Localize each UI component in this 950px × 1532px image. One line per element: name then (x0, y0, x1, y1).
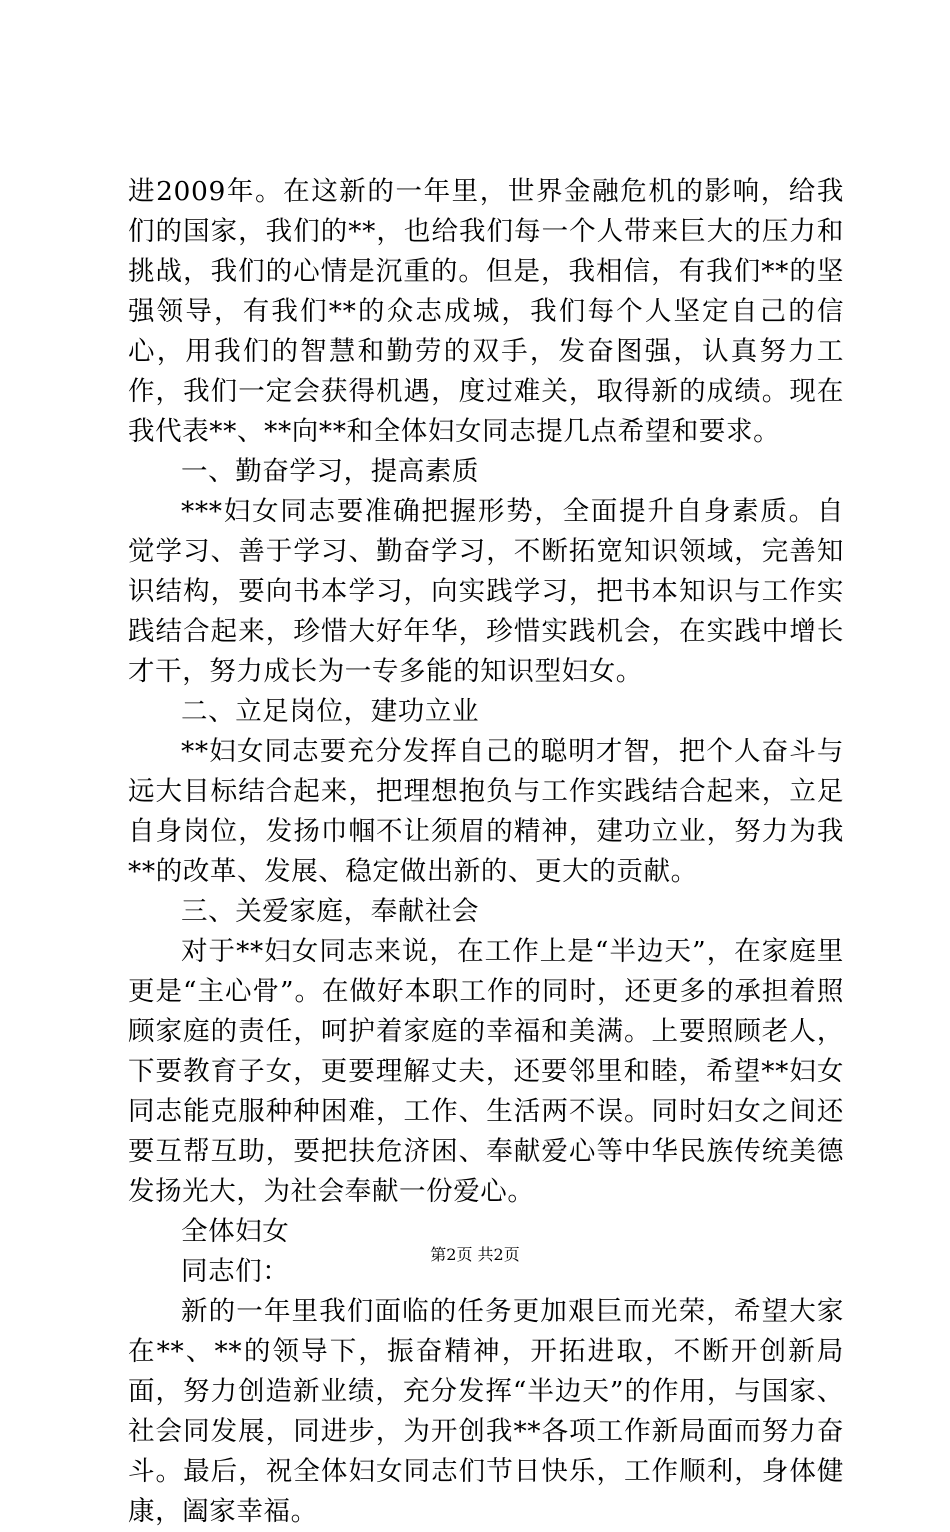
salutation-women: 全体妇女 (181, 1216, 290, 1247)
document-body (128, 172, 844, 1532)
section-heading-post: 二、立足岗位，建功立业 (181, 696, 480, 727)
section-heading-family: 三、关爱家庭，奉献社会 (181, 896, 480, 927)
section-paragraph-study: ***妇女同志要准确把握形势，全面提升自身素质。自觉学习、善于学习、勤奋学习，不断拓宽知识领域，完善知识结构，要向书本学习，向实践学习，把书本知识与工作实践结合起来，珍惜大好年华，珍惜实践机会，在实践中增长才干，努力成长为一专多能的知识型妇女。 (128, 496, 844, 687)
page-number-footer: 第2页 共2页 (430, 1245, 520, 1264)
intro-paragraph: 进2009年。在这新的一年里，世界金融危机的影响，给我们的国家，我们的**，也给我们每一个人带来巨大的压力和挑战，我们的心情是沉重的。但是，我相信，有我们**的坚强领导，有我们**的众志成城，我们每个人坚定自己的信心，用我们的智慧和勤劳的双手，发奋图强，认真努力工作，我们一定会获得机遇，度过难关，取得新的成绩。现在我代表**、**向**和全体妇女同志提几点希望和要求。 (128, 176, 844, 447)
section-paragraph-post: **妇女同志要充分发挥自己的聪明才智，把个人奋斗与远大目标结合起来，把理想抱负与工作实践结合起来，立足自身岗位，发扬巾帼不让须眉的精神，建功立业，努力为我**的改革、发展、稳定做出新的、更大的贡献。 (128, 736, 844, 887)
section-heading-study: 一、勤奋学习，提高素质 (181, 456, 480, 487)
salutation-comrades: 同志们： (181, 1256, 290, 1287)
closing-paragraph: 新的一年里我们面临的任务更加艰巨而光荣，希望大家在**、**的领导下，振奋精神，开拓进取，不断开创新局面，努力创造新业绩，充分发挥“半边天”的作用，与国家、社会同发展，同进步，为开创我**各项工作新局面而努力奋斗。最后，祝全体妇女同志们节日快乐，工作顺利，身体健康，阖家幸福。 (128, 1296, 844, 1527)
section-paragraph-family: 对于**妇女同志来说，在工作上是“半边天”，在家庭里更是“主心骨”。在做好本职工作的同时，还更多的承担着照顾家庭的责任，呵护着家庭的幸福和美满。上要照顾老人，下要教育子女，更要理解丈夫，还要邻里和睦，希望**妇女同志能克服种种困难，工作、生活两不误。同时妇女之间还要互帮互助，要把扶危济困、奉献爱心等中华民族传统美德发扬光大，为社会奉献一份爱心。 (128, 936, 844, 1207)
